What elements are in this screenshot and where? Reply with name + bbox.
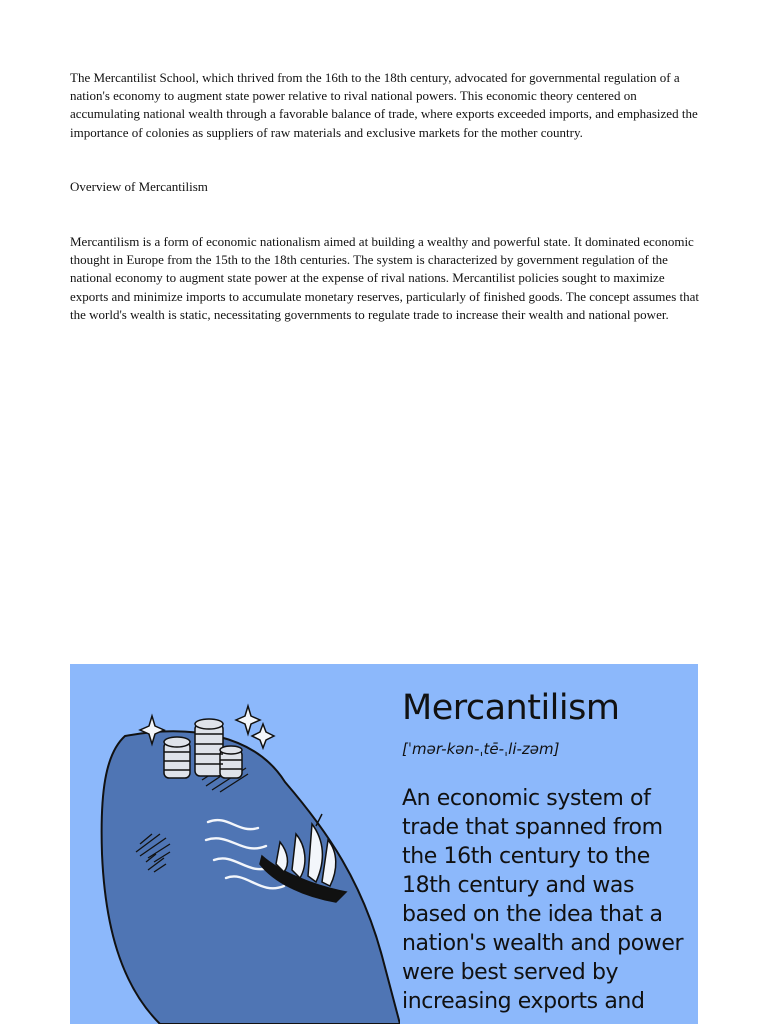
- globe-icon: [102, 731, 400, 1024]
- mercantilism-infographic: [70, 664, 698, 1024]
- pronunciation: [ˈmər-kən-ˌtē-ˌli-zəm]: [402, 740, 560, 758]
- globe-illustration: [70, 664, 400, 1024]
- overview-paragraph: Mercantilism is a form of economic nationalism aimed at building a wealthy and powerful state. It dominated economic thought in Europe from the 15th to the 18th centuries. The system is characterized by government regulation of the national economy to augment state power at the expense of rival nations. Mercantilist policies sought to maximize exports and minimize imports to accumulate monetary reserves, particularly of finished goods. The concept assumes that the world's wealth is static, necessitating governments to regulate trade to increase their wealth and national power.: [70, 234, 699, 322]
- intro-paragraph: The Mercantilist School, which thrived from the 16th to the 18th century, advocated for governmental regulation of a nation's economy to augment state power relative to rival national powers. This economic theory centered on accumulating national wealth through a favorable balance of trade, where exports exceeded imports, and emphasized the importance of colonies as suppliers of raw materials and exclusive markets for the mother country.: [70, 70, 698, 140]
- infographic-title: Mercantilism: [402, 688, 620, 728]
- section-heading: Overview of Mercantilism: [70, 179, 208, 194]
- coin-stack-icon: [164, 719, 242, 778]
- definition-text: An economic system of trade that spanned from the 16th century to the 18th century and was based on the idea that a nation's wealth and power were best served by increasing exports and: [402, 786, 684, 1014]
